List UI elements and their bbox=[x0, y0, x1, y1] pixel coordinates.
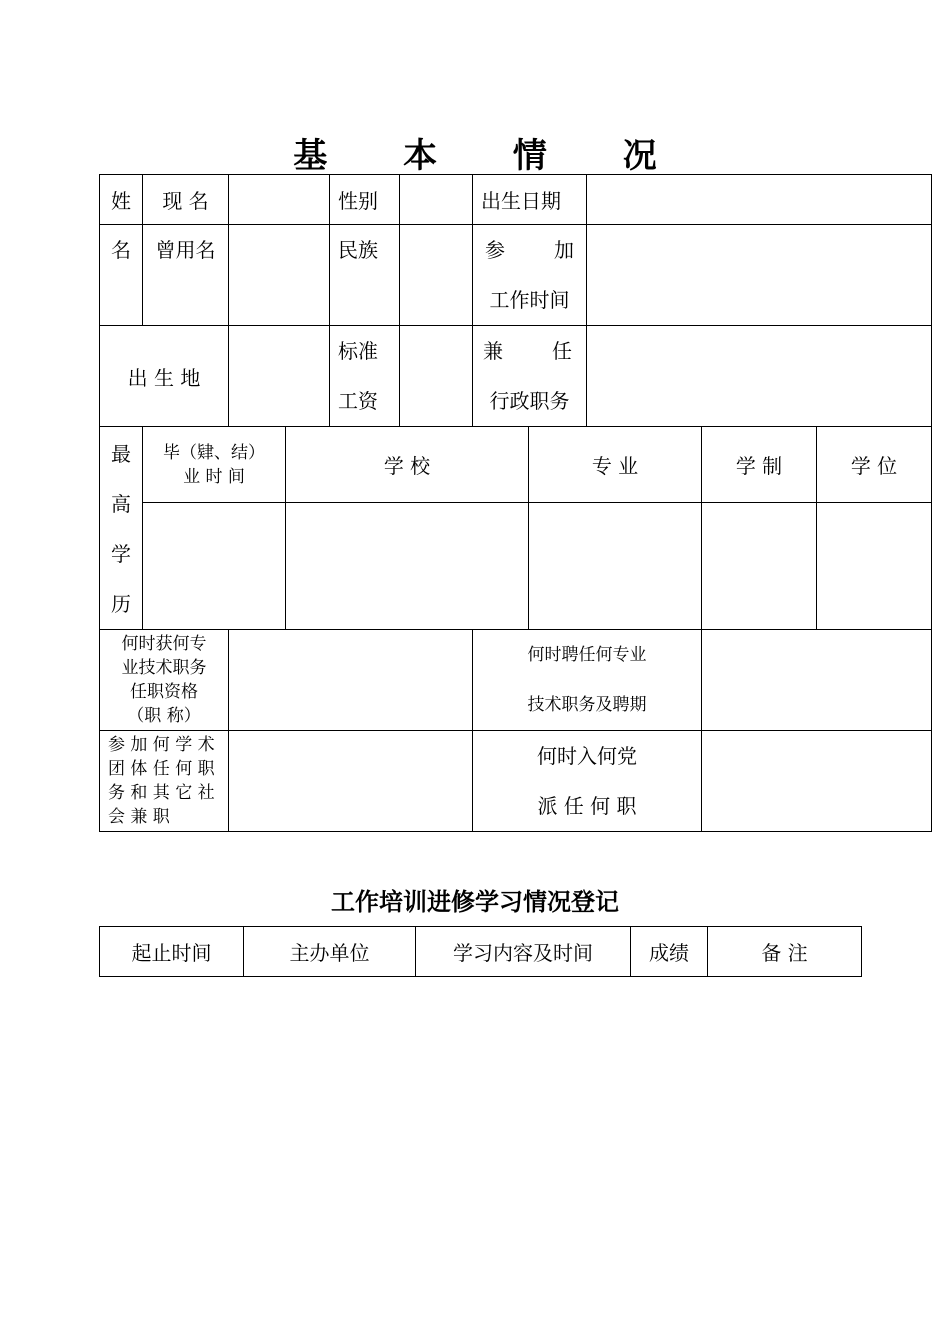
duration-header: 学 制 bbox=[702, 427, 817, 503]
grad-time-header bbox=[143, 427, 286, 503]
party-line1: 何时入何党 bbox=[537, 744, 637, 768]
birth-date-value[interactable] bbox=[587, 175, 932, 225]
qualification-value[interactable] bbox=[229, 630, 473, 731]
society-line3: 务 和 其 它 社 bbox=[108, 783, 215, 803]
join-work-value[interactable] bbox=[587, 225, 932, 326]
join-work-label bbox=[473, 225, 587, 326]
former-name-label: 曾用名 bbox=[143, 225, 229, 326]
grad-time-line1: 毕（肄、结） bbox=[163, 442, 265, 463]
school-value[interactable] bbox=[286, 503, 529, 630]
training-header-score: 成绩 bbox=[631, 927, 708, 977]
admin-post-line2: 行政职务 bbox=[489, 389, 570, 413]
edu-char-4: 历 bbox=[111, 592, 131, 616]
training-title: 工作培训进修学习情况登记 bbox=[331, 888, 619, 916]
major-header: 专 业 bbox=[529, 427, 702, 503]
birthplace-label: 出 生 地 bbox=[100, 326, 229, 427]
edu-char-3: 学 bbox=[111, 542, 131, 566]
party-value[interactable] bbox=[702, 731, 932, 832]
qualification-line3: 任职资格 bbox=[130, 682, 198, 702]
ethnicity-label: 民族 bbox=[330, 225, 400, 326]
qualification-label bbox=[100, 630, 229, 731]
join-work-char1: 参 bbox=[485, 238, 505, 262]
degree-header: 学 位 bbox=[817, 427, 932, 503]
society-line2: 团 体 任 何 职 bbox=[108, 759, 215, 779]
std-wage-line2: 工资 bbox=[338, 389, 378, 413]
training-table bbox=[99, 926, 862, 977]
appointment-value[interactable] bbox=[702, 630, 932, 731]
grad-time-line2: 业 时 间 bbox=[183, 466, 245, 487]
qualification-line4: （职 称） bbox=[127, 706, 201, 726]
duration-value[interactable] bbox=[702, 503, 817, 630]
former-name-value[interactable] bbox=[229, 225, 330, 326]
qualification-line2: 业技术职务 bbox=[121, 658, 207, 678]
birth-date-label: 出生日期 bbox=[473, 175, 587, 225]
society-value[interactable] bbox=[229, 731, 473, 832]
join-work-line2: 工作时间 bbox=[489, 288, 570, 312]
appointment-line2: 技术职务及聘期 bbox=[527, 695, 647, 715]
std-wage-value[interactable] bbox=[400, 326, 473, 427]
society-line1: 参 加 何 学 术 bbox=[108, 735, 215, 755]
school-header: 学 校 bbox=[286, 427, 529, 503]
training-header-content: 学习内容及时间 bbox=[416, 927, 631, 977]
gender-value[interactable] bbox=[400, 175, 473, 225]
ethnicity-value[interactable] bbox=[400, 225, 473, 326]
birthplace-value[interactable] bbox=[229, 326, 330, 427]
name-label: 姓 bbox=[100, 175, 143, 225]
page-title: 基 本 情 况 bbox=[293, 136, 689, 176]
std-wage-label bbox=[330, 326, 400, 427]
admin-post-char2: 任 bbox=[552, 339, 572, 363]
major-value[interactable] bbox=[529, 503, 702, 630]
training-header-organizer: 主办单位 bbox=[244, 927, 416, 977]
highest-education-label bbox=[100, 427, 143, 630]
current-name-label: 现 名 bbox=[143, 175, 229, 225]
party-label bbox=[473, 731, 702, 832]
edu-char-1: 最 bbox=[111, 442, 131, 466]
qualification-line1: 何时获何专 bbox=[121, 634, 207, 654]
edu-char-2: 高 bbox=[111, 492, 131, 516]
society-label bbox=[100, 731, 229, 832]
gender-label: 性别 bbox=[330, 175, 400, 225]
admin-post-char1: 兼 bbox=[483, 339, 503, 363]
party-line2: 派 任 何 职 bbox=[537, 794, 637, 818]
std-wage-line1: 标准 bbox=[338, 339, 378, 363]
degree-value[interactable] bbox=[817, 503, 932, 630]
join-work-char2: 加 bbox=[554, 238, 574, 262]
appointment-label bbox=[473, 630, 702, 731]
basic-info-table bbox=[99, 174, 932, 832]
admin-post-label bbox=[473, 326, 587, 427]
society-line4: 会 兼 职 bbox=[108, 807, 170, 827]
current-name-value[interactable] bbox=[229, 175, 330, 225]
training-header-period: 起止时间 bbox=[100, 927, 244, 977]
appointment-line1: 何时聘任何专业 bbox=[527, 645, 647, 665]
admin-post-value[interactable] bbox=[587, 326, 932, 427]
training-header-remarks: 备 注 bbox=[708, 927, 862, 977]
grad-time-value[interactable] bbox=[143, 503, 286, 630]
name-label-second: 名 bbox=[100, 225, 143, 326]
